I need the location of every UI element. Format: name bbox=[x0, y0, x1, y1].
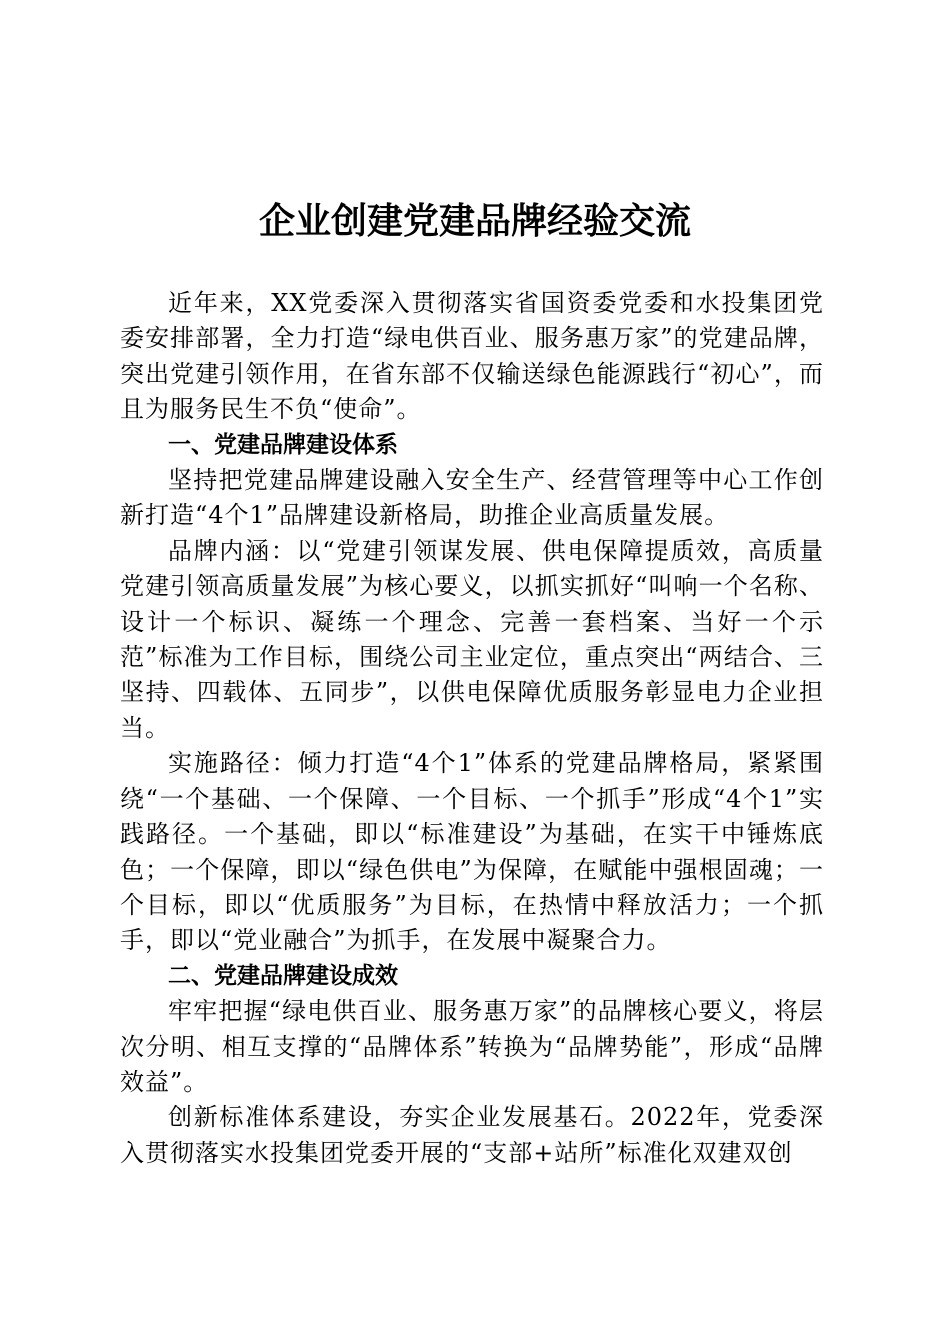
paragraph-brand-connotation: 品牌内涵：以“党建引领谋发展、供电保障提质效，高质量党建引领高质量发展”为核心要义，以抓实抓好“叫响一个名称、设计一个标识、凝练一个理念、完善一套档案、当好一个示范”标准为工作目标，围绕公司主业定位，重点突出“两结合、三坚持、四载体、五同步”，以供电保障优质服务彰显电力企业担当。 bbox=[120, 536, 824, 742]
paragraph-implementation-path: 实施路径：倾力打造“4个1”体系的党建品牌格局，紧紧围绕“一个基础、一个保障、一个目标、一个抓手”形成“4个1”实践路径。一个基础，即以“标准建设”为基础，在实干中锤炼底色；一个保障，即以“绿色供电”为保障，在赋能中强根固魂；一个目标，即以“优质服务”为目标，在热情中释放活力；一个抓手，即以“党业融合”为抓手，在发展中凝聚合力。 bbox=[120, 749, 824, 955]
paragraph-results-overview: 牢牢把握“绿电供百业、服务惠万家”的品牌核心要义，将层次分明、相互支撑的“品牌体系”转换为“品牌势能”，形成“品牌效益”。 bbox=[120, 997, 824, 1096]
document-title: 企业创建党建品牌经验交流 bbox=[258, 200, 691, 242]
section-heading-1: 一、党建品牌建设体系 bbox=[168, 431, 398, 458]
paragraph-standard-system: 创新标准体系建设，夯实企业发展基石。2022年，党委深入贯彻落实水投集团党委开展的“支部+站所”标准化双建双创 bbox=[120, 1103, 824, 1167]
section-heading-2: 二、党建品牌建设成效 bbox=[168, 962, 398, 989]
document-body bbox=[120, 286, 824, 1171]
paragraph-intro: 近年来，XX党委深入贯彻落实省国资委党委和水投集团党委安排部署，全力打造“绿电供百业、服务惠万家”的党建品牌，突出党建引领作用，在省东部不仅输送绿色能源践行“初心”，而且为服务民生不负“使命”。 bbox=[120, 289, 824, 424]
paragraph-system-overview: 坚持把党建品牌建设融入安全生产、经营管理等中心工作创新打造“4个1”品牌建设新格局，助推企业高质量发展。 bbox=[120, 466, 824, 530]
